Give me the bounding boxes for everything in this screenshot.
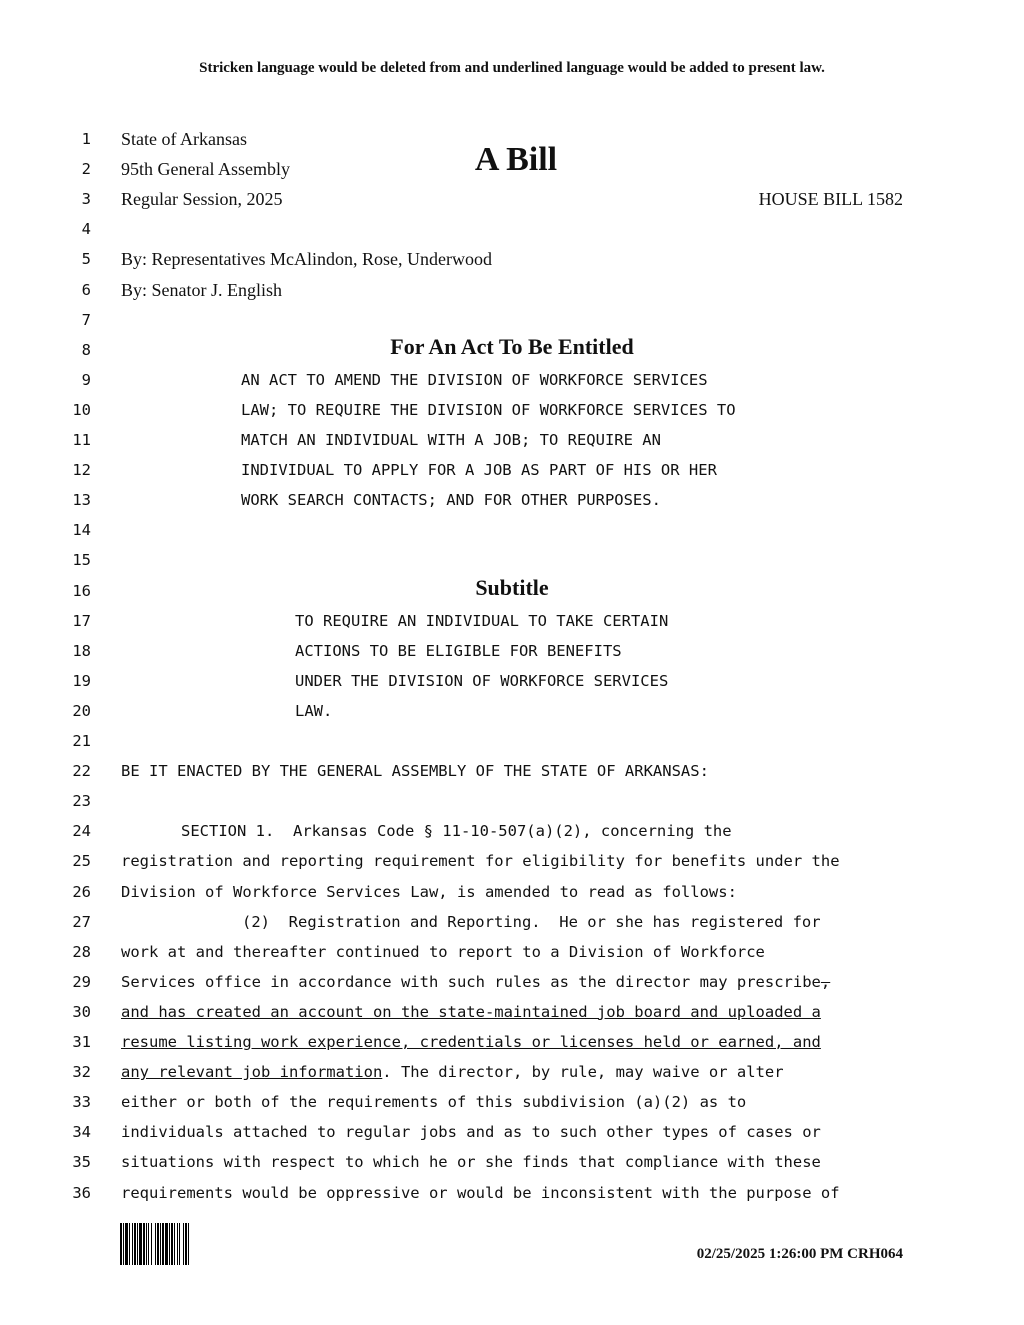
line-number: 19: [72, 671, 91, 690]
line-text: [121, 756, 709, 786]
line-text: [121, 275, 282, 305]
line-number: 20: [72, 701, 91, 720]
bill-line: [0, 696, 1024, 726]
line-text: [295, 606, 668, 636]
line-number: 8: [81, 340, 91, 359]
line-text: [121, 184, 283, 214]
bill-line: [0, 606, 1024, 636]
line-number: 26: [72, 882, 91, 901]
legislative-notice: Stricken language would be deleted from and underlined language would be added to present law.: [199, 60, 825, 76]
line-number: 21: [72, 732, 91, 750]
line-text: [181, 816, 732, 846]
line-text: [121, 1057, 784, 1087]
line-text: [121, 997, 821, 1027]
line-text: [242, 907, 821, 937]
line-number: 30: [72, 1002, 91, 1021]
line-number: 6: [81, 280, 91, 299]
line-number: 29: [72, 972, 91, 991]
line-text: [121, 1027, 821, 1057]
text-segment: SECTION 1. Arkansas Code § 11-10-507(a)(2), concerning the: [181, 822, 732, 841]
bill-line: [0, 244, 1024, 274]
line-number: 10: [72, 400, 91, 419]
text-segment: (2) Registration and Reporting. He or she has registered for: [242, 912, 821, 931]
line-number: 31: [72, 1033, 91, 1051]
bill-line: [0, 937, 1024, 967]
line-number: 3: [81, 190, 91, 209]
bill-line: [0, 846, 1024, 876]
text-segment: BE IT ENACTED BY THE GENERAL ASSEMBLY OF THE STATE OF ARKANSAS:: [121, 762, 709, 781]
document-timestamp: 02/25/2025 1:26:00 PM CRH064: [696, 1246, 903, 1262]
text-segment: Division of Workforce Services Law, is amended to read as follows:: [121, 882, 737, 901]
line-number: 28: [72, 942, 91, 961]
bill-line: [0, 485, 1024, 515]
text-segment: LAW.: [295, 701, 333, 720]
bill-line: [0, 816, 1024, 846]
bill-line: [0, 545, 1024, 575]
line-number: 12: [72, 461, 91, 480]
line-number: 11: [72, 431, 91, 449]
line-text: [241, 365, 708, 395]
line-text: [295, 696, 332, 726]
line-text: [121, 1117, 821, 1147]
line-number: 23: [72, 792, 91, 811]
text-segment: either or both of the requirements of this subdivision (a)(2) as to: [121, 1093, 747, 1112]
line-number: 18: [72, 641, 91, 660]
line-number: 1: [81, 130, 91, 148]
line-text: [121, 154, 290, 184]
line-text: [241, 395, 736, 425]
line-number: 33: [72, 1093, 91, 1112]
line-number: 7: [81, 310, 91, 329]
line-number: 9: [81, 370, 91, 389]
line-number: 2: [81, 160, 91, 179]
line-text: [121, 846, 840, 876]
line-text: [241, 485, 661, 515]
line-text: [241, 455, 717, 485]
stricken-text: ,: [820, 972, 831, 991]
text-segment: State of Arkansas: [121, 129, 247, 149]
text-segment: TO REQUIRE AN INDIVIDUAL TO TAKE CERTAIN: [295, 611, 669, 630]
text-segment: ACTIONS TO BE ELIGIBLE FOR BENEFITS: [295, 641, 622, 660]
text-segment: situations with respect to which he or she finds that compliance with these: [121, 1153, 821, 1172]
text-segment: Regular Session, 2025: [121, 189, 283, 210]
barcode-icon: [120, 1223, 250, 1265]
line-number: 14: [72, 521, 91, 540]
bill-number: HOUSE BILL 1582: [758, 189, 903, 209]
line-text: [121, 877, 737, 907]
text-segment: registration and reporting requirement for eligibility for benefits under the: [121, 852, 840, 871]
text-segment: INDIVIDUAL TO APPLY FOR A JOB AS PART OF HIS OR HER: [241, 461, 717, 480]
bill-line: [0, 877, 1024, 907]
line-number: 24: [72, 822, 91, 841]
line-text: [121, 124, 247, 154]
bill-line: [0, 1087, 1024, 1117]
line-number: 22: [72, 762, 91, 781]
bill-line: [0, 756, 1024, 786]
bill-line: [0, 1027, 1024, 1057]
line-text: [121, 244, 492, 274]
subtitle-heading: Subtitle: [475, 575, 549, 600]
bill-line: [0, 997, 1024, 1027]
bill-line: [0, 786, 1024, 816]
bill-line: [0, 1178, 1024, 1208]
bill-line: [0, 395, 1024, 425]
line-number: 36: [72, 1183, 91, 1202]
text-segment: By: Representatives McAlindon, Rose, Underwood: [121, 249, 492, 270]
text-segment: AN ACT TO AMEND THE DIVISION OF WORKFORCE SERVICES: [241, 370, 708, 389]
text-segment: LAW; TO REQUIRE THE DIVISION OF WORKFORCE SERVICES TO: [241, 400, 736, 419]
text-segment: By: Senator J. English: [121, 279, 282, 300]
bill-line: [0, 455, 1024, 485]
text-segment: requirements would be oppressive or would be inconsistent with the purpose of: [121, 1183, 840, 1202]
bill-line: [0, 425, 1024, 455]
bill-line: [0, 305, 1024, 335]
line-number: 32: [72, 1063, 91, 1082]
text-segment: 95th General Assembly: [121, 159, 290, 180]
line-number: 4: [81, 220, 91, 239]
text-segment: . The director, by rule, may waive or alter: [382, 1063, 784, 1082]
text-segment: WORK SEARCH CONTACTS; AND FOR OTHER PURPOSES.: [241, 491, 661, 510]
line-text: [121, 937, 765, 967]
line-number: 17: [72, 611, 91, 630]
bill-line: [0, 636, 1024, 666]
line-number: 34: [72, 1123, 91, 1142]
line-text: [121, 1087, 746, 1117]
bill-line: [0, 967, 1024, 997]
line-number: 27: [72, 912, 91, 931]
line-text: [121, 1147, 821, 1177]
act-heading: For An Act To Be Entitled: [390, 334, 634, 359]
bill-line: [0, 666, 1024, 696]
line-number: 25: [72, 852, 91, 871]
text-segment: UNDER THE DIVISION OF WORKFORCE SERVICES: [295, 671, 669, 690]
bill-line: [0, 365, 1024, 395]
bill-line: [0, 726, 1024, 756]
added-text: and has created an account on the state-maintained job board and uploaded a: [121, 1002, 821, 1021]
added-text: resume listing work experience, credentials or licenses held or earned, and: [121, 1033, 821, 1051]
line-text: [295, 636, 622, 666]
line-number: 35: [72, 1153, 91, 1172]
bill-line: [0, 907, 1024, 937]
line-text: [121, 1178, 840, 1208]
bill-line: [0, 1057, 1024, 1087]
line-text: [121, 967, 830, 997]
bill-line: [0, 515, 1024, 545]
text-segment: work at and thereafter continued to report to a Division of Workforce: [121, 942, 765, 961]
bill-line: [0, 214, 1024, 244]
bill-type-title: A Bill: [474, 141, 558, 178]
line-text: [295, 666, 668, 696]
line-number: 13: [72, 491, 91, 510]
bill-line: [0, 1147, 1024, 1177]
bill-line: [0, 1117, 1024, 1147]
added-text: any relevant job information: [121, 1063, 383, 1082]
line-number: 5: [81, 250, 91, 269]
text-segment: MATCH AN INDIVIDUAL WITH A JOB; TO REQUIRE AN: [241, 431, 661, 449]
line-number: 16: [72, 581, 91, 600]
text-segment: individuals attached to regular jobs and as to such other types of cases or: [121, 1123, 821, 1142]
line-number: 15: [72, 551, 91, 570]
line-text: [241, 425, 661, 455]
bill-line: [0, 275, 1024, 305]
text-segment: Services office in accordance with such rules as the director may prescribe: [121, 972, 821, 991]
